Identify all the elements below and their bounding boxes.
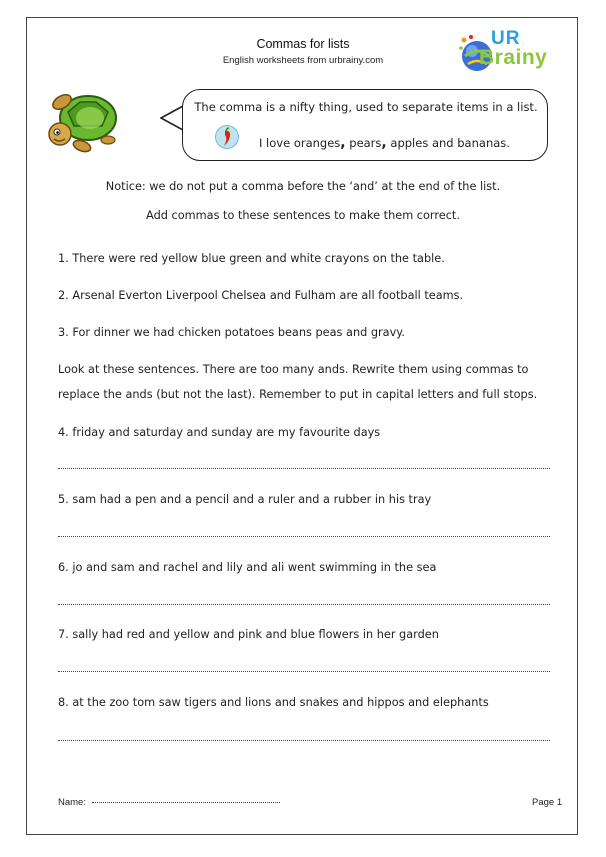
- example-part: pears: [345, 136, 382, 150]
- answer-line-6[interactable]: [58, 604, 550, 605]
- name-line[interactable]: [92, 802, 280, 803]
- name-field[interactable]: [58, 797, 280, 808]
- comma-example-sentence: [259, 135, 510, 151]
- chili-pepper-icon: [215, 124, 239, 150]
- question-8: 8. at the zoo tom saw tigers and lions and snakes and hippos and elephants: [58, 696, 489, 709]
- question-7: 7. sally had red and yellow and pink and blue flowers in her garden: [58, 628, 439, 641]
- answer-line-7[interactable]: [58, 671, 550, 672]
- example-part: I love oranges: [259, 136, 341, 150]
- task2-instruction: Look at these sentences. There are too many ands. Rewrite them using commas to replace the ands (but not the last). Remember to put in capital letters and full stops.: [58, 363, 538, 401]
- intro-speech-bubble: [182, 89, 548, 161]
- page-title: Commas for lists: [256, 37, 350, 51]
- question-1: 1. There were red yellow blue green and white crayons on the table.: [58, 252, 445, 265]
- question-5: 5. sam had a pen and a pencil and a ruler and a rubber in his tray: [58, 493, 432, 506]
- logo-ur-text: UR: [491, 28, 521, 49]
- question-4: 4. friday and saturday and sunday are my favourite days: [58, 426, 381, 439]
- example-comma: ,: [381, 135, 387, 151]
- notice-text: Notice: we do not put a comma before the ‘and’ at the end of the list.: [105, 180, 501, 193]
- name-label: Name:: [58, 797, 86, 808]
- page-number: Page 1: [532, 797, 563, 808]
- answer-line-5[interactable]: [58, 536, 550, 537]
- question-3: 3. For dinner we had chicken potatoes beans peas and gravy.: [58, 326, 405, 339]
- example-comma: ,: [340, 135, 346, 151]
- example-part: apples and bananas.: [386, 136, 510, 150]
- urbrainy-logo: [455, 28, 570, 76]
- question-6: 6. jo and sam and rachel and lily and ali went swimming in the sea: [58, 561, 437, 574]
- task1-instruction: Add commas to these sentences to make them correct.: [146, 209, 460, 222]
- answer-line-4[interactable]: [58, 468, 550, 469]
- question-2: 2. Arsenal Everton Liverpool Chelsea and Fulham are all football teams.: [58, 289, 464, 302]
- answer-line-8[interactable]: [58, 740, 550, 741]
- comma-rule-text: The comma is a nifty thing, used to separate items in a list.: [194, 100, 538, 114]
- page-subtitle: English worksheets from urbrainy.com: [222, 55, 384, 66]
- logo-brainy-text: Brainy: [479, 46, 548, 69]
- turtle-icon: [44, 88, 124, 160]
